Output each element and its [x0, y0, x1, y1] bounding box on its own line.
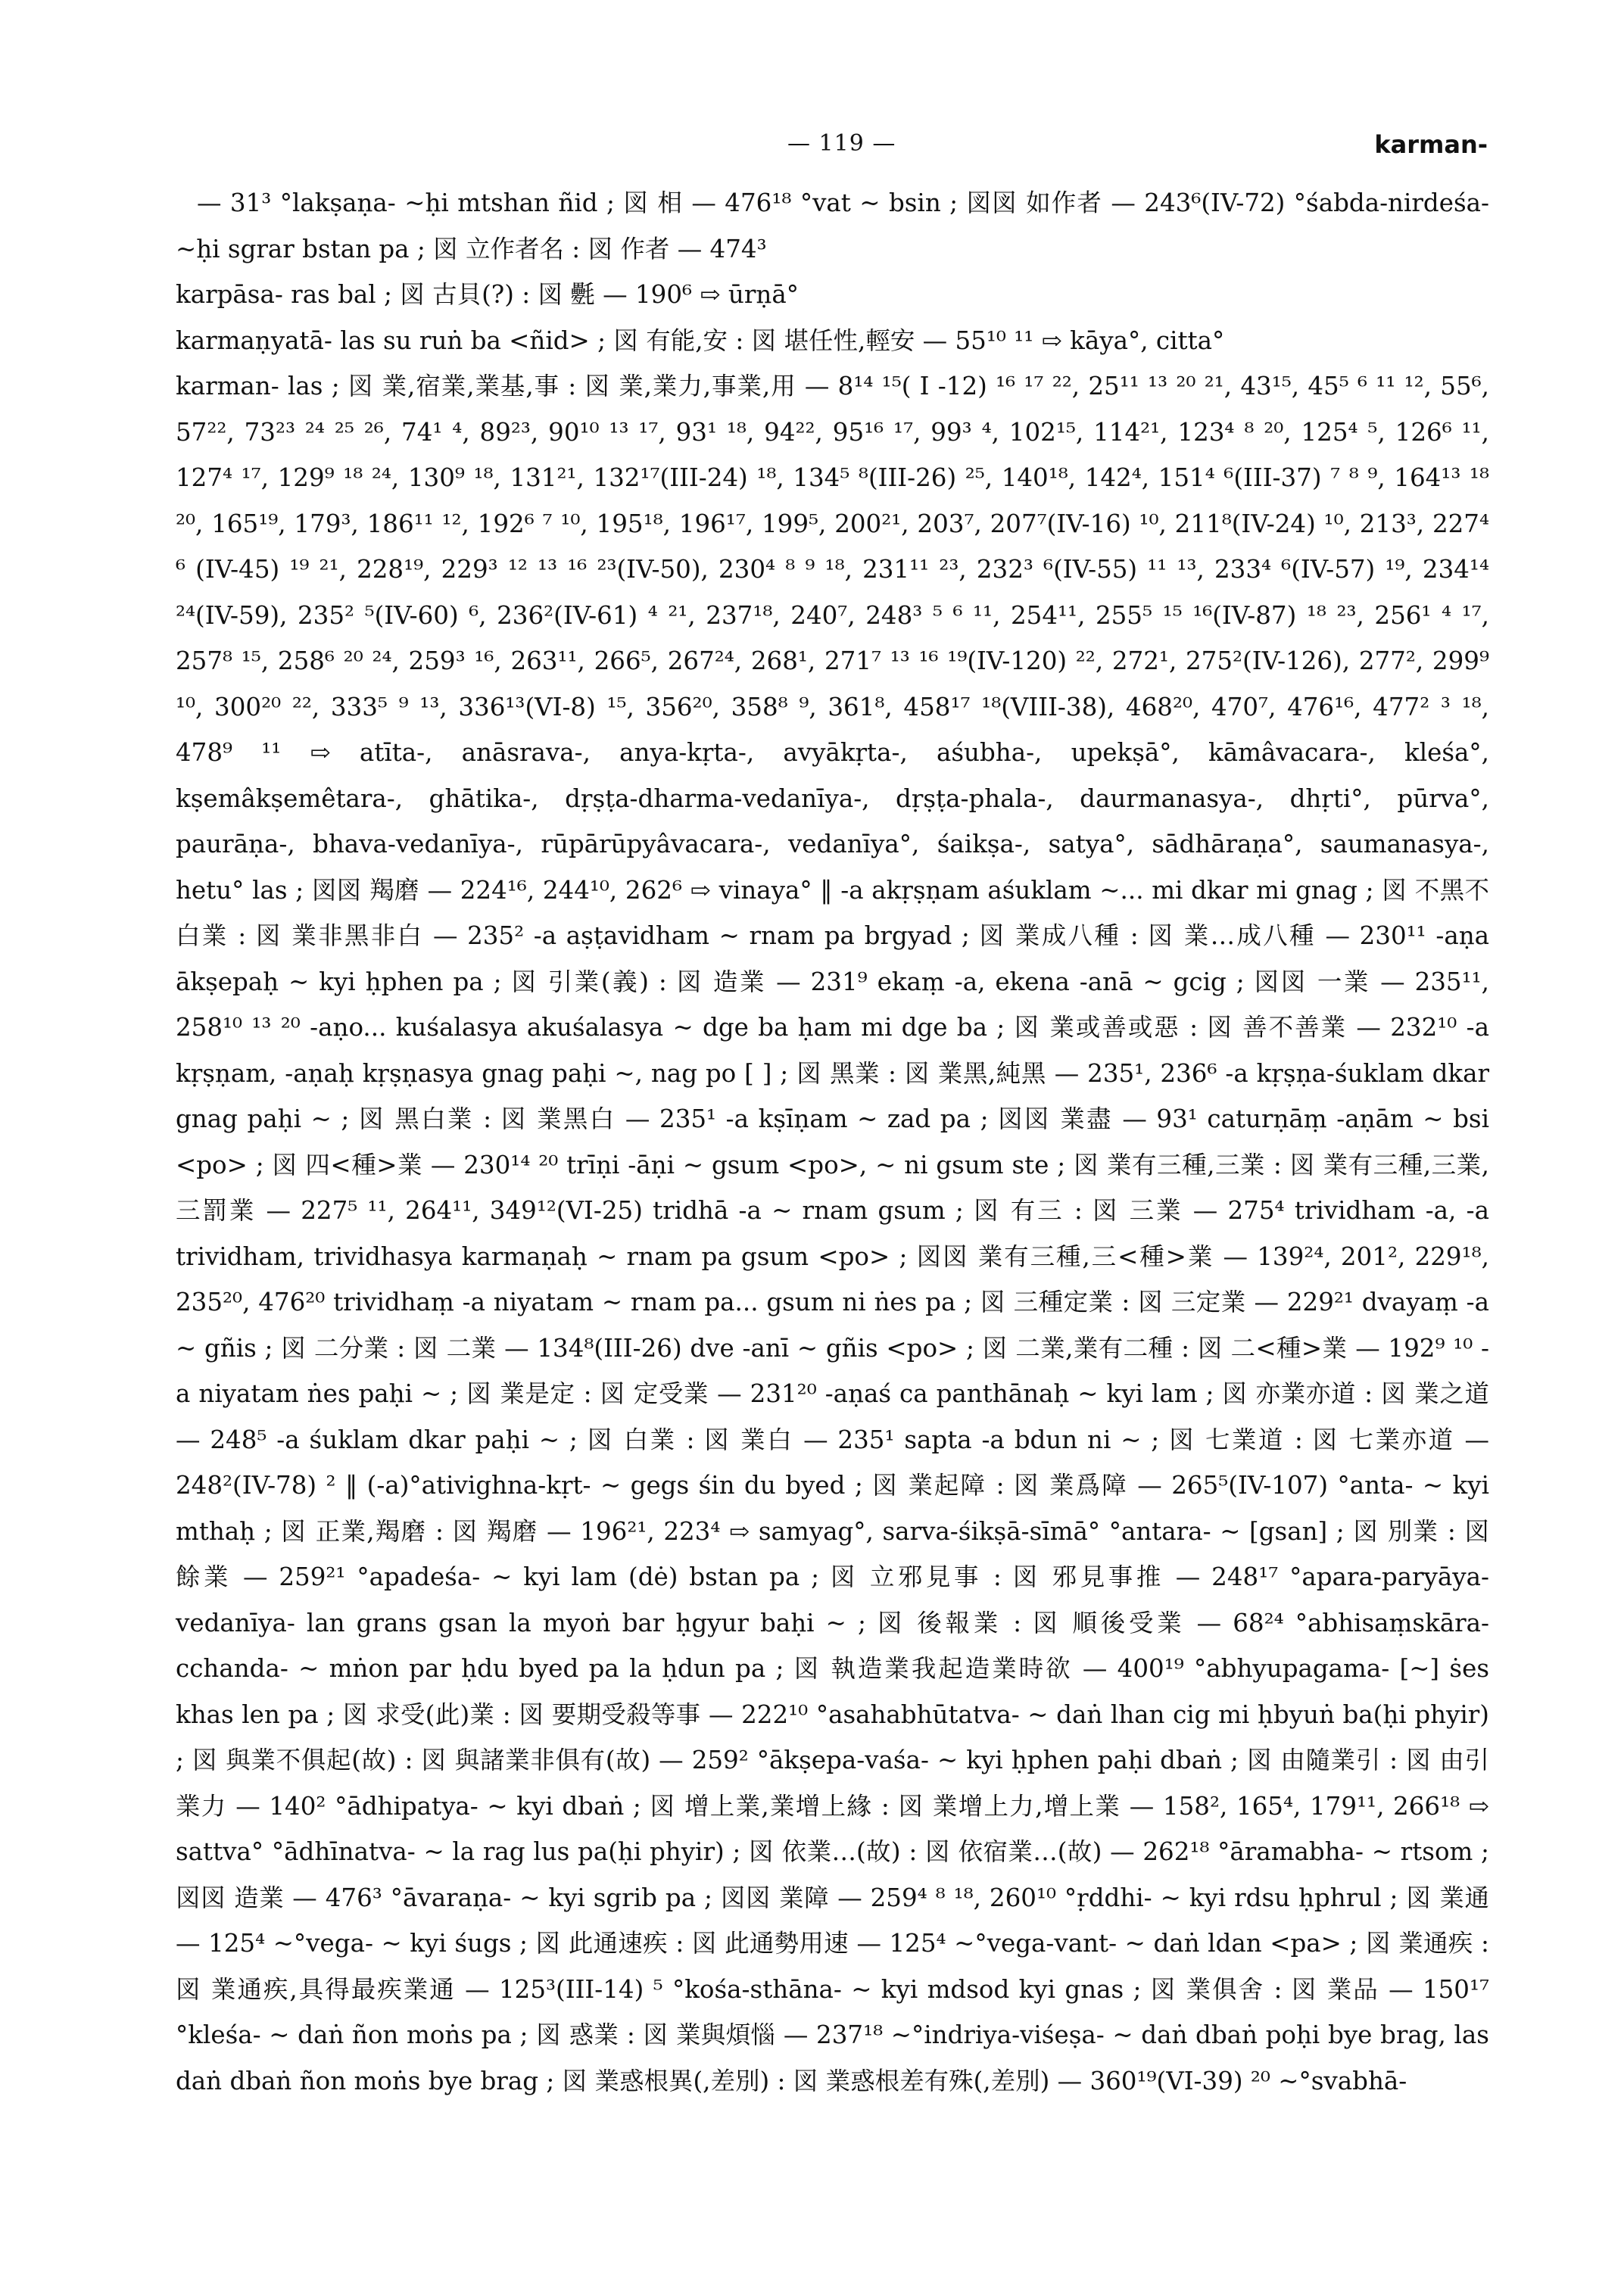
entry-karpasa: karpāsa- ras bal ; 図 古貝(?) : 図 氎 — 190⁶ ⇨ ūrṇā°	[176, 280, 799, 309]
dictionary-entries	[176, 180, 1489, 2104]
running-head: karman-	[1374, 130, 1488, 159]
page-number: — 119 —	[787, 130, 896, 157]
entry-karmanyata: karmaṇyatā- las su ruṅ ba <ñid> ; 図 有能,安 : 図 堪任性,輕安 — 55¹⁰ ¹¹ ⇨ kāya°, citta°	[176, 326, 1225, 355]
page-header	[0, 130, 1624, 168]
entry-continuation: — 31³ °lakṣaṇa- ~ḥi mtshan ñid ; 図 相 — 476¹⁸ °vat ~ bsin ; 図図 如作者 — 243⁶(IV-72) °śabda-nirdeśa- ~ḥi sgrar bstan pa ; 図 立作者名 : 図 作者 — 474³	[176, 188, 1489, 263]
entry-karman: karman- las ; 図 業,宿業,業基,事 : 図 業,業力,事業,用 — 8¹⁴ ¹⁵( I -12) ¹⁶ ¹⁷ ²², 25¹¹ ¹³ ²⁰ ²¹, 43¹⁵, 45⁵ ⁶ ¹¹ ¹², 55⁶, 57²², 73²³ ²⁴ ²⁵ ²⁶, 74¹ ⁴, 89²³, 90¹⁰ ¹³ ¹⁷, 93¹ ¹⁸, 94²², 95¹⁶ ¹⁷, 99³ ⁴, 102¹⁵, 114²¹, 123⁴ ⁸ ²⁰, 125⁴ ⁵, 126⁶ ¹¹, 127⁴ ¹⁷, 129⁹ ¹⁸ ²⁴, 130⁹ ¹⁸, 131²¹, 132¹⁷(III-24) ¹⁸, 134⁵ ⁸(III-26) ²⁵, 140¹⁸, 142⁴, 151⁴ ⁶(III-37) ⁷ ⁸ ⁹, 164¹³ ¹⁸ ²⁰, 165¹⁹, 179³, 186¹¹ ¹², 192⁶ ⁷ ¹⁰, 195¹⁸, 196¹⁷, 199⁵, 200²¹, 203⁷, 207⁷(IV-16) ¹⁰, 211⁸(IV-24) ¹⁰, 213³, 227⁴ ⁶ (IV-45) ¹⁹ ²¹, 228¹⁹, 229³ ¹² ¹³ ¹⁶ ²³(IV-50), 230⁴ ⁸ ⁹ ¹⁸, 231¹¹ ²³, 232³ ⁶(IV-55) ¹¹ ¹³, 233⁴ ⁶(IV-57) ¹⁹, 234¹⁴ ²⁴(IV-59), 235² ⁵(IV-60) ⁶, 236²(IV-61) ⁴ ²¹, 237¹⁸, 240⁷, 248³ ⁵ ⁶ ¹¹, 254¹¹, 255⁵ ¹⁵ ¹⁶(IV-87) ¹⁸ ²³, 256¹ ⁴ ¹⁷, 257⁸ ¹⁵, 258⁶ ²⁰ ²⁴, 259³ ¹⁶, 263¹¹, 266⁵, 267²⁴, 268¹, 271⁷ ¹³ ¹⁶ ¹⁹(IV-120) ²², 272¹, 275²(IV-126), 277², 299⁹ ¹⁰, 300²⁰ ²², 333⁵ ⁹ ¹³, 336¹³(VI-8) ¹⁵, 356²⁰, 358⁸ ⁹, 361⁸, 458¹⁷ ¹⁸(VIII-38), 468²⁰, 470⁷, 476¹⁶, 477² ³ ¹⁸, 478⁹ ¹¹ ⇨ atīta-, anāsrava-, anya-kṛta-, avyākṛta-, aśubha-, upekṣā°, kāmâvacara-, kleśa°, kṣemâkṣemêtara-, ghātika-, dṛṣṭa-dharma-vedanīya-, dṛṣṭa-phala-, daurmanasya-, dhṛti°, pūrva°, paurāṇa-, bhava-vedanīya-, rūpārūpyâvacara-, vedanīya°, śaikṣa-, satya°, sādhāraṇa°, saumanasya-, hetu° las ; 図図 羯磨 — 224¹⁶, 244¹⁰, 262⁶ ⇨ vinaya° ‖ -a akṛṣṇam aśuklam ~... mi dkar mi gnag ; 図 不黑不白業 : 図 業非黑非白 — 235² -a aṣṭavidham ~ rnam pa brgyad ; 図 業成八種 : 図 業…成八種 — 230¹¹ -aṇa ākṣepaḥ ~ kyi ḥphen pa ; 図 引業(義) : 図 造業 — 231⁹ ekaṃ -a, ekena -anā ~ gcig ; 図図 一業 — 235¹¹, 258¹⁰ ¹³ ²⁰ -aṇo... kuśalasya akuśalasya ~ dge ba ḥam mi dge ba ; 図 業或善或惡 : 図 善不善業 — 232¹⁰ -a kṛṣṇam, -aṇaḥ kṛṣṇasya gnag paḥi ~, nag po [ ] ; 図 黑業 : 図 業黑,純黑 — 235¹, 236⁶ -a kṛṣṇa-śuklam dkar gnag paḥi ~ ; 図 黑白業 : 図 業黑白 — 235¹ -a kṣīṇam ~ zad pa ; 図図 業盡 — 93¹ caturṇāṃ -aṇām ~ bsi <po> ; 図 四<種>業 — 230¹⁴ ²⁰ trīṇi -āṇi ~ gsum <po>, ~ ni gsum ste ; 図 業有三種,三業 : 図 業有三種,三業,三罰業 — 227⁵ ¹¹, 264¹¹, 349¹²(VI-25) tridhā -a ~ rnam gsum ; 図 有三 : 図 三業 — 275⁴ trividham -a, -a trividham, trividhasya karmaṇaḥ ~ rnam pa gsum <po> ; 図図 業有三種,三<種>業 — 139²⁴, 201², 229¹⁸, 235²⁰, 476²⁰ trividhaṃ -a niyatam ~ rnam pa... gsum ni ṅes pa ; 図 三種定業 : 図 三定業 — 229²¹ dvayaṃ -a ~ gñis ; 図 二分業 : 図 二業 — 134⁸(III-26) dve -anī ~ gñis <po> ; 図 二業,業有二種 : 図 二<種>業 — 192⁹ ¹⁰ -a niyatam ṅes paḥi ~ ; 図 業是定 : 図 定受業 — 231²⁰ -aṇaś ca panthānaḥ ~ kyi lam ; 図 亦業亦道 : 図 業之道 — 248⁵ -a śuklam dkar paḥi ~ ; 図 白業 : 図 業白 — 235¹ sapta -a bdun ni ~ ; 図 七業道 : 図 七業亦道 — 248²(IV-78) ² ‖ (-a)°ativighna-kṛt- ~ gegs śin du byed ; 図 業起障 : 図 業爲障 — 265⁵(IV-107) °anta- ~ kyi mthaḥ ; 図 正業,羯磨 : 図 羯磨 — 196²¹, 223⁴ ⇨ samyag°, sarva-śikṣā-sīmā° °antara- ~ [gsan] ; 図 別業 : 図 餘業 — 259²¹ °apadeśa- ~ kyi lam (dė) bstan pa ; 図 立邪見事 : 図 邪見事推 — 248¹⁷ °apara-paryāya-vedanīya- lan grans gsan la myoṅ bar ḥgyur baḥi ~ ; 図 後報業 : 図 順後受業 — 68²⁴ °abhisaṃskāra-cchanda- ~ mṅon par ḥdu byed pa la ḥdun pa ; 図 執造業我起造業時欲 — 400¹⁹ °abhyupagama- [~] ṡes khas len pa ; 図 求受(此)業 : 図 要期受殺等事 — 222¹⁰ °asahabhūtatva- ~ daṅ lhan cig mi ḥbyuṅ ba(ḥi phyir) ; 図 與業不俱起(故) : 図 與諸業非俱有(故) — 259² °ākṣepa-vaśa- ~ kyi ḥphen paḥi dbaṅ ; 図 由隨業引 : 図 由引業力 — 140² °ādhipatya- ~ kyi dbaṅ ; 図 增上業,業增上緣 : 図 業增上力,增上業 — 158², 165⁴, 179¹¹, 266¹⁸ ⇨ sattva° °ādhīnatva- ~ la rag lus pa(ḥi phyir) ; 図 依業…(故) : 図 依宿業…(故) — 262¹⁸ °āramabha- ~ rtsom ; 図図 造業 — 476³ °āvaraṇa- ~ kyi sgrib pa ; 図図 業障 — 259⁴ ⁸ ¹⁸, 260¹⁰ °ṛddhi- ~ kyi rdsu ḥphrul ; 図 業通 — 125⁴ ~°vega- ~ kyi śugs ; 図 此通速疾 : 図 此通勢用速 — 125⁴ ~°vega-vant- ~ daṅ ldan <pa> ; 図 業通疾 : 図 業通疾,具得最疾業通 — 125³(III-14) ⁵ °kośa-sthāna- ~ kyi mdsod kyi gnas ; 図 業俱舍 : 図 業品 — 150¹⁷ °kleśa- ~ daṅ ñon moṅs pa ; 図 惑業 : 図 業與煩惱 — 237¹⁸ ~°indriya-viśeṣa- ~ daṅ dbaṅ poḥi bye brag, las daṅ dbaṅ ñon moṅs bye brag ; 図 業惑根異(,差別) : 図 業惑根差有殊(,差別) — 360¹⁹(VI-39) ²⁰ ~°svabhā-	[176, 372, 1489, 2095]
